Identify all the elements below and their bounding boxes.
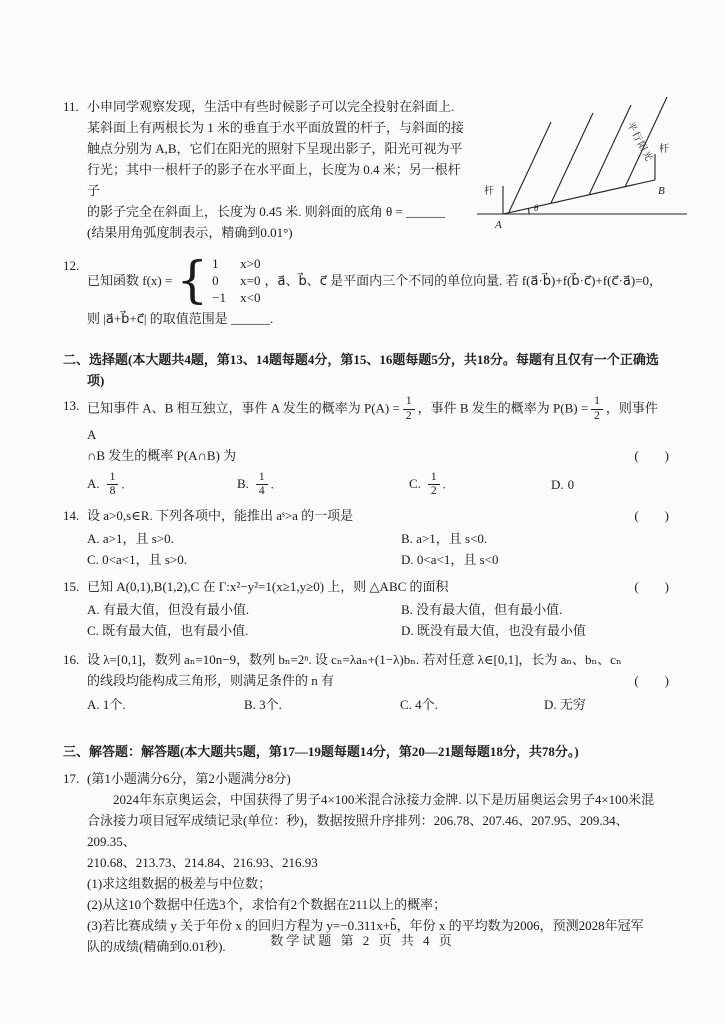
page-footer: 数学试题 第 2 页 共 4 页 <box>270 933 455 948</box>
option-c: C. 0<a<1，且 s>0. <box>87 552 187 568</box>
section-2-header-cont: 项) <box>87 373 105 388</box>
question-17 <box>63 768 669 957</box>
fraction: $\frac{1}{4}$ <box>256 471 268 500</box>
question-13-options <box>87 471 669 500</box>
piecewise-row: 0 x=0 <box>212 273 261 288</box>
text-line: 合泳接力项目冠军成绩记录(单位：秒)，数据按照升序排列：206.78、207.46、207.95、209.34、209.35、 <box>87 813 629 850</box>
fraction: $\frac{1}{2}$ <box>428 471 440 500</box>
text-line: 210.68、213.73、214.84、216.93、216.93 <box>87 855 318 871</box>
question-12-line1 <box>87 250 669 309</box>
question-15-number: 15. <box>63 579 80 595</box>
text-line: (结果用角弧度制表示，精确到0.01°) <box>87 225 293 240</box>
piecewise-intro: 已知函数 f(x) = <box>87 273 173 288</box>
sub-question-3: (3)若比赛成绩 y 关于年份 x 的回归方程为 y=−0.311x+b̂，年份 x 的平均数为2006，预测2028年冠军 <box>87 918 644 934</box>
fraction: $\frac{1}{2}$ <box>591 395 603 424</box>
pole-right-label: 杆 <box>659 144 669 155</box>
sub-question-2: (2)从这10个数据中任选3个，求恰有2个数据在211以上的概率； <box>87 897 447 913</box>
piecewise-row: −1 x<0 <box>212 290 261 305</box>
option-a: A. $\frac{1}{8}$ . <box>87 470 125 498</box>
section-3-header: 三、解答题：解答题(本大题共5题，第17—19题每题14分，第20—21题每题18分，共78分。) <box>63 744 579 760</box>
question-14 <box>63 505 669 570</box>
text-line: 2024年东京奥运会，中国获得了男子4×100米混合泳接力金牌. 以下是历届奥运会男子4×100米混 <box>113 792 655 808</box>
question-17-number: 17. <box>63 771 80 787</box>
option-a: A. 1个. <box>87 697 126 713</box>
option-c: C. 既有最大值，也有最小值. <box>87 623 249 639</box>
piecewise-function <box>176 250 261 309</box>
question-16 <box>63 649 669 715</box>
text-line: 行光；其中一根杆子的影子在水平面上，长度为 0.4 米；另一根杆子 <box>87 162 461 198</box>
angle-theta-label: θ <box>534 203 539 213</box>
question-13-line2: ∩B 发生的概率 P(A∩B) 为 ( ) <box>87 445 669 466</box>
question-12-line2-with-blank: 则 |a⃗+b⃗+c⃗| 的取值范围是 ______. <box>87 311 274 326</box>
question-16-line2: 的线段均能构成三角形，则满足条件的 n 有 ( ) <box>87 670 669 691</box>
answer-bracket: ( ) <box>634 508 669 524</box>
answer-bracket: ( ) <box>634 673 669 689</box>
option-a: A. 有最大值，但没有最小值. <box>87 602 250 618</box>
question-14-options <box>87 528 669 570</box>
incline-line <box>503 180 655 214</box>
point-B-label: B <box>658 185 665 197</box>
option-b: B. 没有最大值，但有最小值. <box>401 602 563 618</box>
sun-ray-1 <box>509 122 551 212</box>
option-b: B. $\frac{1}{4}$ . <box>237 470 274 498</box>
question-13 <box>63 395 669 499</box>
question-16-line1: 设 λ=[0,1]，数列 aₙ=10n−9，数列 bₙ=2ⁿ. 设 cₙ=λaₙ+(1−λ)bₙ. 若对任意 λ∈[0,1]，长为 aₙ、bₙ、cₙ <box>87 652 622 668</box>
point-A-label: A <box>495 219 502 231</box>
sun-ray-3 <box>589 105 631 195</box>
option-b: B. 3个. <box>244 697 282 713</box>
question-14-line1: 设 a>0,s∈R. 下列各项中，能推出 aˢ>a 的一项是 ( ) <box>87 505 669 526</box>
question-14-number: 14. <box>63 508 80 524</box>
text-line-with-blank: 的影子完全在斜面上，长度为 0.45 米. 则斜面的底角 θ = ______ <box>87 204 446 219</box>
incline-diagram-svg <box>475 84 693 236</box>
brace-glyph: { <box>176 250 209 309</box>
option-c: C. $\frac{1}{2}$ . <box>409 470 446 498</box>
question-12 <box>63 250 669 329</box>
sub-question-3-cont: 队的成绩(精确到0.01秒). <box>87 939 226 955</box>
sun-ray-2 <box>551 113 593 203</box>
text-line: 小申同学观察发现，生活中有些时候影子可以完全投射在斜面上. <box>87 99 455 114</box>
question-15-options <box>87 599 669 641</box>
question-15 <box>63 576 669 641</box>
pole-left-label: 杆 <box>484 186 494 197</box>
section-2-header: 二、选择题(本大题共4题，第13、14题每题4分，第15、16题每题5分，共18分。每题有且仅有一个正确选 <box>63 352 659 367</box>
option-b: B. a>1，且 s<0. <box>401 531 488 547</box>
fraction: $\frac{1}{8}$ <box>107 471 119 500</box>
question-16-options <box>87 694 669 715</box>
piecewise-row: 1 x>0 <box>212 256 261 271</box>
question-16-number: 16. <box>63 652 80 668</box>
sun-ray-4 <box>625 97 667 187</box>
question-11-text <box>87 96 471 243</box>
question-11 <box>63 96 669 243</box>
page-content <box>63 96 669 957</box>
question-13-line1: 已知事件 A、B 相互独立，事件 A 发生的概率为 P(A) = $\frac{1}{2}$ ，事件 B 发生的概率为 P(B) = $\frac{1}{2}$ ，则事件 A <box>87 395 658 442</box>
option-d: D. 0 <box>551 477 575 493</box>
option-d: D. 0<a<1，且 s<0 <box>401 552 499 568</box>
text-line: 触点分别为 A,B，它们在阳光的照射下呈现出影子，阳光可视为平 <box>87 141 463 156</box>
option-c: C. 4个. <box>400 697 438 713</box>
question-12-condition: ，a⃗、b⃗、c⃗ 是平面内三个不同的单位向量. 若 f(a⃗·b⃗)+f(b⃗·c⃗)+f(c⃗·a⃗)=0， <box>264 272 663 288</box>
angle-arc <box>528 208 529 214</box>
option-d: D. 既没有最大值，也没有最小值 <box>401 623 586 639</box>
piecewise-rows <box>212 255 260 306</box>
answer-bracket: ( ) <box>634 579 669 595</box>
sub-question-1: (1)求这组数据的极差与中位数； <box>87 876 272 892</box>
question-12-number: 12. <box>63 258 80 273</box>
question-17-subtitle: (第1小题满分6分，第2小题满分8分) <box>87 771 291 787</box>
parallel-sunlight-label: 平行阳光 <box>624 120 654 165</box>
incline-diagram <box>475 84 693 243</box>
answer-bracket: ( ) <box>634 447 669 463</box>
option-a: A. a>1，且 s>0. <box>87 531 174 547</box>
fraction: $\frac{1}{2}$ <box>403 395 415 424</box>
question-15-line1: 已知 A(0,1),B(1,2),C 在 Γ:x²−y²=1(x≥1,y≥0) 上，则 △ABC 的面积 ( ) <box>87 576 669 597</box>
option-d: D. 无穷 <box>544 697 586 713</box>
text-line: 某斜面上有两根长为 1 米的垂直于水平面放置的杆子，与斜面的接 <box>87 120 465 135</box>
question-11-number: 11. <box>63 99 79 114</box>
question-13-number: 13. <box>63 398 80 413</box>
